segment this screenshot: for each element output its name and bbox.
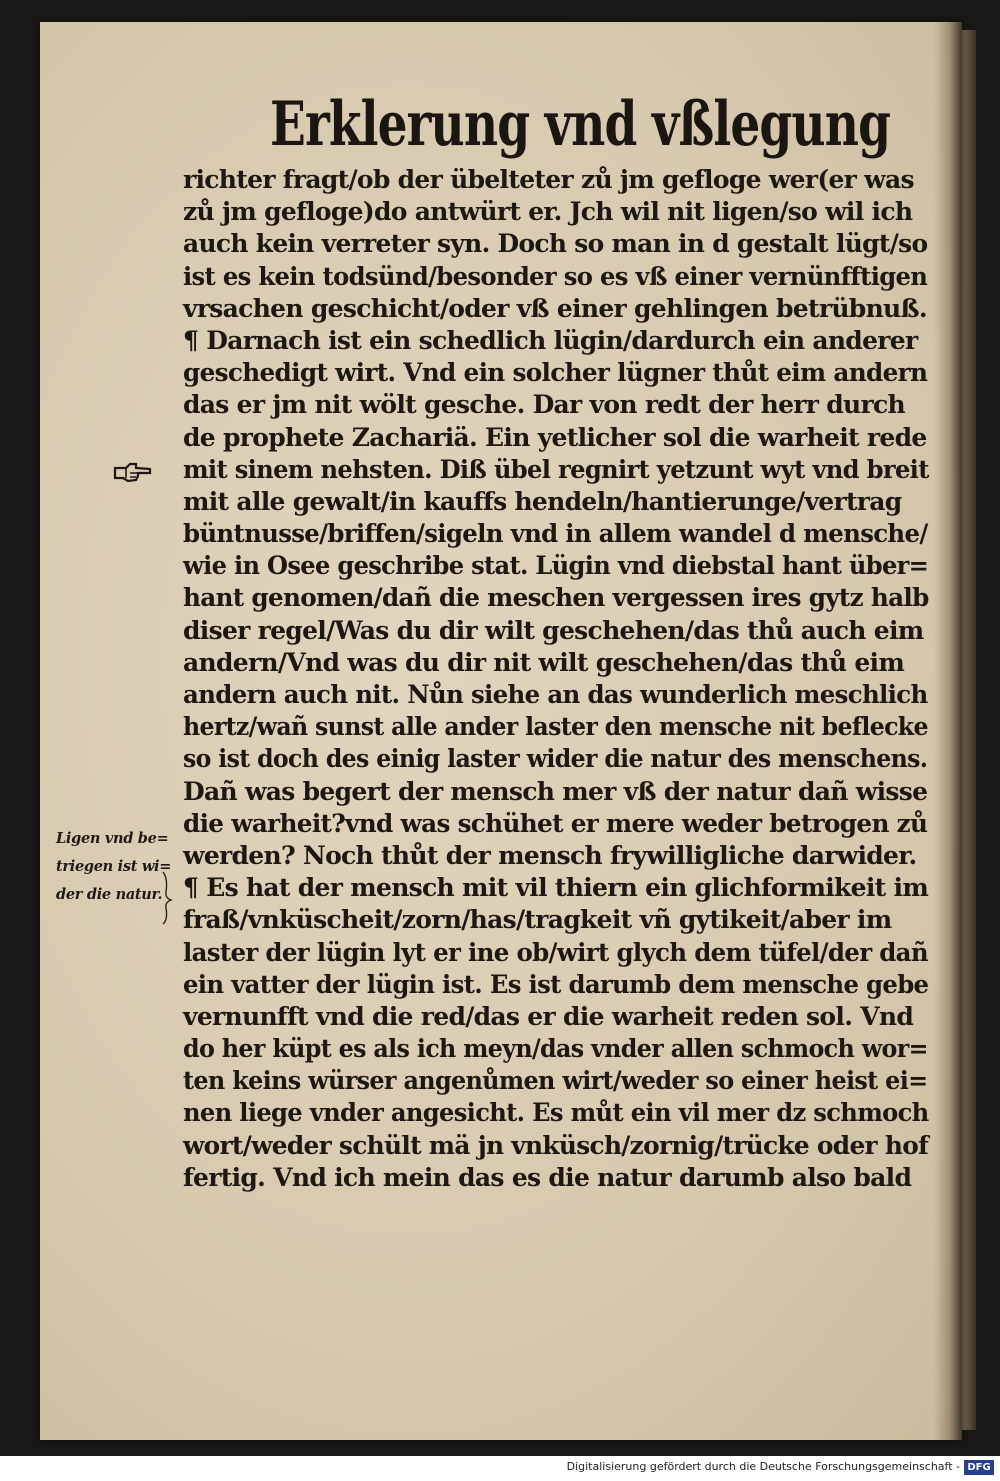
text-line: andern auch nit. Nůn siehe an das wunderlich meschlich (183, 680, 928, 709)
text-line: wort/weder schült mä jn vnküsch/zornig/trücke oder hof (183, 1130, 929, 1160)
text-line: wie in Osee geschribe stat. Lügin vnd diebstal hant über= (183, 551, 929, 581)
text-line: diser regel/Was du dir wilt geschehen/das thů auch eim (183, 615, 924, 645)
page-heading: Erklerung vnd vßlegung (269, 88, 891, 160)
pointing-hand-icon (112, 459, 154, 487)
text-line: mit alle gewalt/in kauffs hendeln/hantierunge/vertrag (183, 486, 902, 516)
text-line: ¶ Es hat der mensch mit vil thiern ein glichformikeit im (183, 873, 929, 903)
margin-note-line: Ligen vnd be= (56, 830, 169, 847)
text-line: ten keins würser angenůmen wirt/weder so einer heist ei= (183, 1066, 928, 1096)
text-line: hertz/wañ sunst alle ander laster den mensche nit beflecke (183, 712, 928, 742)
margin-bracket-icon (160, 870, 174, 926)
text-line: richter fragt/ob der übelteter zů jm gefloge wer(er was (183, 165, 914, 194)
text-line: zů jm gefloge)do antwürt er. Jch wil nit ligen/so wil ich (183, 197, 913, 227)
text-line: andern/Vnd was du dir nit wilt geschehen/das thů eim (183, 647, 905, 677)
text-line: do her küpt es als ich meyn/das vnder allen schmoch wor= (183, 1034, 928, 1064)
footer-credit: Digitalisierung gefördert durch die Deutsche Forschungsgemeinschaft - (566, 1460, 960, 1473)
footer-bar (0, 1456, 1000, 1481)
text-line: vernunfft vnd die red/das er die warheit reden sol. Vnd (183, 1001, 914, 1031)
text-line: ein vatter der lügin ist. Es ist darumb dem mensche gebe (183, 969, 929, 999)
text-line: hant genomen/dañ die meschen vergessen ires gytz halb (183, 583, 929, 613)
text-line: Dañ was begert der mensch mer vß der natur dañ wisse (183, 776, 928, 806)
text-line: auch kein verreter syn. Doch so man in d gestalt lügt/so (183, 229, 928, 259)
text-line: büntnusse/briffen/sigeln vnd in allem wandel d mensche/ (183, 519, 928, 549)
text-line: das er jm nit wölt gesche. Dar von redt der herr durch (183, 390, 905, 420)
text-line: die warheit?vnd was schühet er mere weder betrogen zů (183, 808, 928, 838)
text-line: de prophete Zachariä. Ein yetlicher sol die warheit rede (183, 422, 927, 452)
next-page-edge (962, 30, 976, 1430)
text-line: werden? Noch thůt der mensch frywilligliche darwider. (183, 840, 917, 870)
text-line: geschedigt wirt. Vnd ein solcher lügner thůt eim andern (183, 358, 928, 388)
text-line: ¶ Darnach ist ein schedlich lügin/dardurch ein anderer (183, 325, 918, 355)
text-line: mit sinem nehsten. Diß übel regnirt yetzunt wyt vnd breit (183, 454, 929, 484)
text-line: so ist doch des einig laster wider die natur des menschens. (183, 744, 928, 774)
margin-note-line: der die natur. (56, 886, 163, 903)
text-line: fertig. Vnd ich mein das es die natur darumb also bald (183, 1162, 912, 1192)
body-text (183, 164, 928, 1194)
page-gutter-shadow (934, 22, 962, 1440)
margin-note-line: triegen ist wi= (56, 858, 172, 875)
text-line: fraß/vnküscheit/zorn/has/tragkeit vñ gytikeit/aber im (183, 905, 892, 935)
margin-note (56, 825, 176, 909)
text-line: vrsachen geschicht/oder vß einer gehlingen betrübnuß. (183, 293, 927, 323)
text-line: ist es kein todsünd/besonder so es vß einer vernünfftigen (183, 261, 928, 291)
dfg-logo: DFG (964, 1460, 994, 1475)
text-line: nen liege vnder angesicht. Es můt ein vil mer dz schmoch (183, 1098, 929, 1128)
text-line: laster der lügin lyt er ine ob/wirt glych dem tüfel/der dañ (183, 937, 928, 967)
